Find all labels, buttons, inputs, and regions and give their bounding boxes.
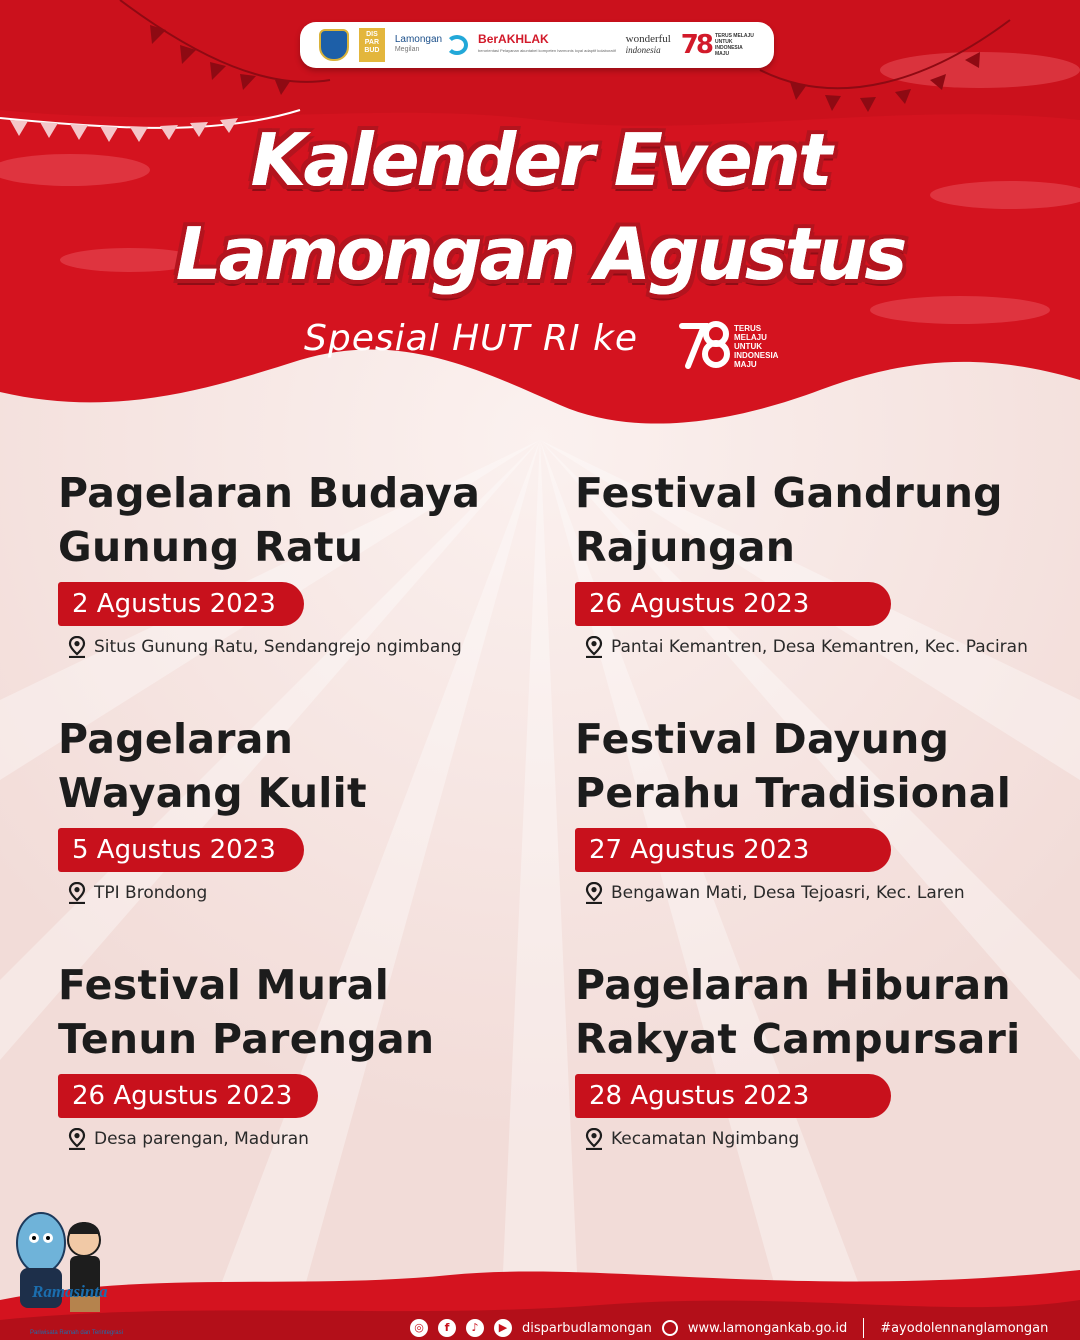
event-location-text: Pantai Kemantren, Desa Kemantren, Kec. Paciran — [611, 637, 1028, 657]
event-location-text: Kecamatan Ngimbang — [611, 1129, 800, 1149]
event-title-line-1: Festival Gandrung — [575, 469, 1003, 517]
globe-icon — [662, 1320, 678, 1336]
crest-icon — [319, 29, 349, 61]
event-card — [575, 712, 1055, 904]
tiktok-icon[interactable]: ♪ — [466, 1319, 484, 1337]
event-card — [58, 958, 518, 1150]
event-title-line-2: Perahu Tradisional — [575, 769, 1012, 817]
event-date-badge: 27 Agustus 2023 — [575, 828, 891, 872]
event-title-line-1: Pagelaran — [58, 715, 294, 763]
event-date-badge: 5 Agustus 2023 — [58, 828, 304, 872]
badge-78-tagline: TERUS MELAJU UNTUK INDONESIA MAJU — [734, 324, 779, 369]
event-date-badge: 2 Agustus 2023 — [58, 582, 304, 626]
event-card — [575, 466, 1055, 658]
event-title-line-1: Festival Dayung — [575, 715, 950, 763]
event-title-line-2: Tenun Parengan — [58, 1015, 435, 1063]
berakhlak-logo — [478, 33, 616, 57]
kabupaten-lamongan-logo — [319, 29, 349, 61]
event-card — [575, 958, 1055, 1150]
instagram-icon[interactable]: ◎ — [410, 1319, 428, 1337]
hashtag: #ayodolennanglamongan — [880, 1320, 1049, 1336]
footer-bar — [410, 1318, 1048, 1338]
event-date-badge: 26 Agustus 2023 — [58, 1074, 318, 1118]
location-pin-icon — [68, 1128, 86, 1150]
hut-78-badge-icon — [678, 318, 734, 370]
event-location — [58, 1128, 518, 1150]
event-title-line-1: Pagelaran Budaya — [58, 469, 481, 517]
partner-logo-bar — [300, 22, 774, 68]
disparbud-logo — [359, 28, 385, 62]
mascot-tagline: Pariwisata Ramah dan Terintegrasi — [30, 1330, 123, 1336]
indonesia-text: indonesia — [625, 45, 661, 55]
lamongan-megilan-logo — [395, 35, 468, 55]
hut-78-number: 78 — [680, 30, 711, 60]
event-date-badge: 26 Agustus 2023 — [575, 582, 891, 626]
berakhlak-logo-tag: berorientasi Pelayanan akuntabel kompeten harmonis loyal adaptif kolaboratif — [478, 48, 616, 53]
event-card — [58, 712, 518, 904]
website-link[interactable]: www.lamongankab.go.id — [687, 1320, 848, 1336]
event-title-line-2: Wayang Kulit — [58, 769, 367, 817]
hut-ri-78-logo — [681, 30, 755, 60]
event-title-line-2: Rakyat Campursari — [575, 1015, 1021, 1063]
mascot-name: Ramasinta — [32, 1282, 108, 1301]
lamongan-logo-name: Lamongan — [394, 34, 443, 45]
wonderful-text: wonderful — [625, 33, 671, 45]
berakhlak-logo-name: BerAKHLAK — [478, 32, 549, 46]
event-date-badge: 28 Agustus 2023 — [575, 1074, 891, 1118]
event-location — [575, 1128, 1055, 1150]
location-pin-icon — [68, 636, 86, 658]
location-pin-icon — [585, 882, 603, 904]
event-title-line-2: Rajungan — [575, 523, 796, 571]
social-handle[interactable]: disparbudlamongan — [522, 1320, 652, 1336]
hut-78-tagline: TERUS MELAJU UNTUK INDONESIA MAJU — [714, 33, 754, 57]
location-pin-icon — [68, 882, 86, 904]
event-location — [58, 882, 518, 904]
facebook-icon[interactable]: f — [438, 1319, 456, 1337]
event-title-line-2: Gunung Ratu — [58, 523, 364, 571]
page-title-line-2: Lamongan Agustus — [175, 212, 905, 296]
location-pin-icon — [585, 636, 603, 658]
lamongan-logo-tag: Megilan — [394, 46, 420, 53]
event-location-text: Situs Gunung Ratu, Sendangrejo ngimbang — [94, 637, 462, 657]
event-location — [58, 636, 518, 658]
event-location-text: Desa parengan, Maduran — [94, 1129, 309, 1149]
event-title-line-1: Festival Mural — [58, 961, 390, 1009]
event-title-line-1: Pagelaran Hiburan — [575, 961, 1011, 1009]
page-title-line-1: Kalender Event — [250, 118, 830, 202]
ramasinta-mascot — [6, 1198, 116, 1338]
disparbud-logo-mark: DIS PAR BUD — [359, 28, 385, 62]
event-location — [575, 636, 1055, 658]
event-card — [58, 466, 518, 658]
event-location-text: Bengawan Mati, Desa Tejoasri, Kec. Laren — [611, 883, 965, 903]
youtube-icon[interactable]: ▶ — [494, 1319, 512, 1337]
event-location-text: TPI Brondong — [94, 883, 208, 903]
wave-icon — [446, 35, 468, 55]
event-location — [575, 882, 1055, 904]
wonderful-indonesia-logo — [626, 34, 671, 56]
divider — [863, 1318, 864, 1338]
location-pin-icon — [585, 1128, 603, 1150]
page-subtitle: Spesial HUT RI ke — [304, 318, 639, 359]
